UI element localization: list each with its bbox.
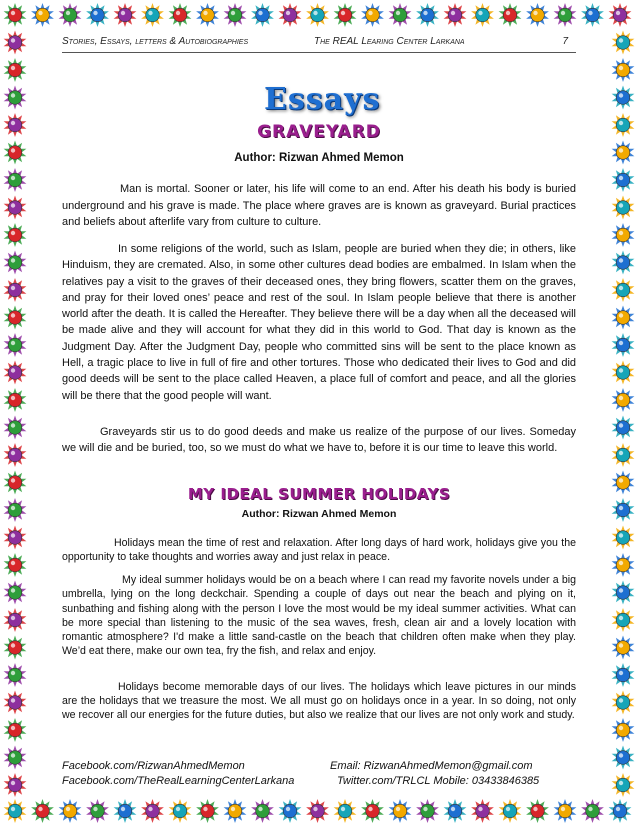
border-star-icon (612, 636, 635, 660)
border-star-icon (251, 799, 274, 823)
border-star-icon (4, 416, 27, 440)
border-star-icon (4, 361, 27, 385)
border-star-icon (59, 799, 82, 823)
footer-email[interactable]: Email: RizwanAhmedMemon@gmail.com (330, 760, 533, 772)
paragraph-text: Holidays become memorable days of our lives. The holidays which leave pictures in our minds are the holidays that we treasure the most. We all must go on holidays once in a year. In so doing, not only we recover all our energies for the future duties, but also we realize that our lives are not only work and study. (62, 681, 576, 721)
footer-facebook-link[interactable]: Facebook.com/RizwanAhmedMemon (62, 760, 245, 772)
border-star-icon (141, 3, 164, 27)
border-star-icon (169, 3, 192, 27)
border-star-icon (4, 278, 27, 302)
border-star-icon (471, 3, 494, 27)
border-star-icon (554, 799, 577, 823)
border-star-icon (612, 581, 635, 605)
border-star-icon (581, 799, 604, 823)
border-star-icon (499, 799, 522, 823)
essays-logo-text: Essays (264, 82, 381, 117)
border-star-icon (31, 799, 54, 823)
border-star-icon (612, 498, 635, 522)
border-star-icon (609, 799, 632, 823)
border-star-icon (612, 278, 635, 302)
border-star-icon (4, 58, 27, 82)
border-star-icon (4, 196, 27, 220)
border-star-icon (4, 3, 27, 27)
paragraph-text: In some religions of the world, such as Islam, people are buried when they die; in others, like Hinduism, they are cremated. Also, in some other cultures dead bodies are embalmed. In Islam when the relatives pay a visit to the graves of their deceased ones, they bring flowers, scatter them on the graves, and pray for their loved ones’ peace and rest of the soul. In Islam people believe that there is another world after the death. It is called the Hereafter. They believe there will be a day when all the deceased will be made alive and they will account for what they did in this world to God. That day is known as the Judgment Day. After the Judgment Day, people who committed sins will be sent to the place known as Hell, a tragic place to live in full of fire and other tortures. Those who dedicated their lives to God and did good deeds will be sent to the place called Heaven, a place full of comfort and peace, and all the glories will be there that the good people will want. (62, 243, 576, 402)
border-star-icon (4, 663, 27, 687)
border-star-icon (612, 361, 635, 385)
border-star-icon (279, 3, 302, 27)
border-star-icon (4, 691, 27, 715)
border-star-icon (361, 799, 384, 823)
border-star-icon (526, 799, 549, 823)
border-star-icon (4, 581, 27, 605)
border-star-icon (4, 746, 27, 770)
border-star-icon (612, 196, 635, 220)
paragraph (62, 680, 576, 722)
border-star-icon (612, 443, 635, 467)
border-star-icon (86, 3, 109, 27)
border-star-icon (4, 251, 27, 275)
border-star-icon (612, 251, 635, 275)
border-star-icon (224, 3, 247, 27)
border-star-icon (4, 526, 27, 550)
essay-title-summer-holidays: MY IDEAL SUMMER HOLIDAYS (187, 485, 451, 503)
border-star-icon (612, 746, 635, 770)
border-star-icon (444, 3, 467, 27)
border-star-icon (334, 3, 357, 27)
border-star-icon (4, 388, 27, 412)
paragraph-text: Holidays mean the time of rest and relaxation. After long days of hard work, holidays give you the opportunity to take thoughts and worries away and just relax in peace. (62, 537, 576, 563)
paragraph (62, 181, 576, 231)
paragraph-text: My ideal summer holidays would be on a beach where I can read my favorite novels under a big umbrella, lying on the long deckchair. Spending a couple of days out near the beach and plying on it, sunbathing and fishing along with the person I love the most would be my ideal summer activities. What can be more special than listening to the music of the sea waves, fresh, clean air and a lovely location with romantic atmosphere? I'd make a little sand-castle on the beach that children often make when they play. We’d eat there, make our own tea, fry the fish, and relax and enjoy. (62, 574, 576, 658)
border-star-icon (444, 799, 467, 823)
border-star-icon (4, 636, 27, 660)
border-star-icon (86, 799, 109, 823)
essays-logo (264, 82, 381, 118)
border-star-icon (612, 691, 635, 715)
page-content (62, 30, 576, 796)
border-star-icon (4, 223, 27, 247)
border-star-icon (31, 3, 54, 27)
border-star-icon (4, 471, 27, 495)
border-star-icon (612, 223, 635, 247)
border-star-icon (416, 799, 439, 823)
footer-twitter-mobile[interactable]: Twitter.com/TRLCL Mobile: 03433846385 (337, 775, 540, 787)
border-star-icon (4, 306, 27, 330)
border-star-icon (612, 168, 635, 192)
border-star-icon (612, 306, 635, 330)
border-star-icon (581, 3, 604, 27)
paragraph (62, 241, 576, 404)
paragraph-text: Man is mortal. Sooner or later, his life will come to an end. After his death his body is buried underground and his grave is made. The place where graves are is known as graveyard. Burial practices and beliefs about afterlife vary from culture to culture. (62, 183, 576, 228)
border-star-icon (224, 799, 247, 823)
border-star-icon (612, 608, 635, 632)
border-star-icon (169, 799, 192, 823)
paragraph (62, 424, 576, 456)
border-star-icon (4, 553, 27, 577)
border-star-icon (4, 498, 27, 522)
border-star-icon (612, 141, 635, 165)
border-star-icon (4, 799, 27, 823)
border-star-icon (612, 86, 635, 110)
border-star-icon (4, 443, 27, 467)
essay-author: Author: Rizwan Ahmed Memon (234, 152, 404, 164)
border-star-icon (612, 526, 635, 550)
border-star-icon (612, 773, 635, 797)
border-star-icon (389, 3, 412, 27)
header-center-text: The REAL Learing Center Larkana (314, 36, 465, 47)
essay-author: Author: Rizwan Ahmed Memon (241, 508, 397, 520)
border-star-icon (612, 333, 635, 357)
header-left-text: Stories, Essays, letters & Autobiographies (62, 36, 249, 47)
border-star-icon (114, 799, 137, 823)
border-star-icon (334, 799, 357, 823)
border-star-icon (306, 3, 329, 27)
border-star-icon (59, 3, 82, 27)
border-star-icon (196, 3, 219, 27)
border-star-icon (499, 3, 522, 27)
border-star-icon (4, 31, 27, 55)
page-number: 7 (562, 36, 568, 47)
border-star-icon (4, 113, 27, 137)
border-star-icon (251, 3, 274, 27)
border-star-icon (279, 799, 302, 823)
border-star-icon (361, 3, 384, 27)
border-star-icon (416, 3, 439, 27)
border-star-icon (4, 333, 27, 357)
border-star-icon (4, 608, 27, 632)
footer-facebook-link-2[interactable]: Facebook.com/TheRealLearningCenterLarkana (62, 775, 295, 787)
border-star-icon (612, 31, 635, 55)
border-star-icon (4, 773, 27, 797)
border-star-icon (306, 799, 329, 823)
header-divider (62, 52, 576, 53)
border-star-icon (612, 113, 635, 137)
border-star-icon (4, 168, 27, 192)
border-star-icon (612, 718, 635, 742)
border-star-icon (609, 3, 632, 27)
border-star-icon (4, 718, 27, 742)
border-star-icon (612, 388, 635, 412)
border-star-icon (4, 141, 27, 165)
border-star-icon (4, 86, 27, 110)
page-header (62, 36, 576, 52)
border-star-icon (612, 58, 635, 82)
border-star-icon (554, 3, 577, 27)
border-star-icon (471, 799, 494, 823)
border-star-icon (612, 553, 635, 577)
border-star-icon (526, 3, 549, 27)
paragraph (62, 536, 576, 564)
border-star-icon (389, 799, 412, 823)
paragraph-text: Graveyards stir us to do good deeds and make us realize of the purpose of our lives. Someday we will die and be buried, too, so we must do what we have to, before it is our time to leave this world. (62, 426, 576, 454)
border-star-icon (612, 416, 635, 440)
essay-title-graveyard: GRAVEYARD (257, 122, 381, 142)
border-star-icon (196, 799, 219, 823)
border-star-icon (114, 3, 137, 27)
paragraph (62, 573, 576, 659)
border-star-icon (141, 799, 164, 823)
border-star-icon (612, 471, 635, 495)
border-star-icon (612, 663, 635, 687)
